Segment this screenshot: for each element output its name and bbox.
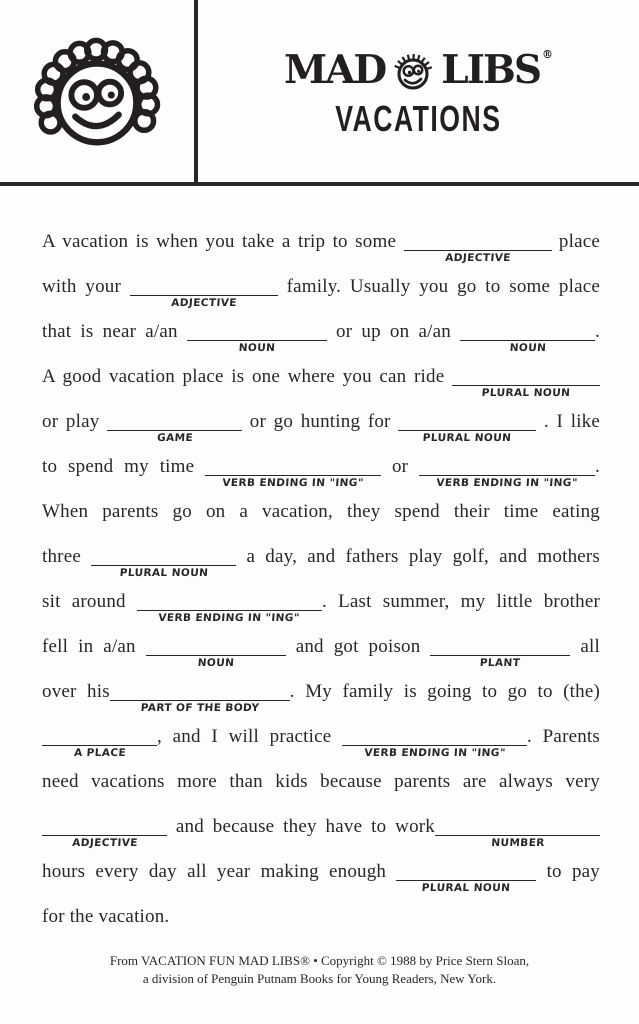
fill-in-blank-verb-ending-in-ing (419, 474, 595, 489)
story-text: or go hunting for (249, 411, 391, 432)
blank-label: PART OF THE BODY (140, 702, 260, 714)
story-text: . (595, 456, 600, 477)
story-line (42, 807, 600, 852)
fill-in-blank-plant (430, 654, 570, 669)
blank-label: PLURAL NOUN (481, 387, 571, 399)
story-text: three (42, 546, 81, 567)
header-title-block (198, 0, 639, 182)
story-text: . Parents (527, 726, 601, 747)
footer-line-2: a division of Penguin Putnam Books for Young Readers, New York. (142, 970, 497, 986)
story-line (42, 672, 600, 717)
story-text: that is near a/an (42, 321, 178, 342)
logo-cell (0, 0, 198, 182)
story-line (42, 537, 600, 582)
blank-label: VERB ENDING IN "ING" (435, 477, 579, 489)
fill-in-blank-plural-noun (396, 879, 536, 894)
story-text: . My family is going to go to (the) (289, 681, 600, 702)
story-text: all (580, 636, 600, 657)
story-text: for the vacation. (42, 906, 170, 927)
story-line (42, 897, 600, 942)
blank-label: NOUN (196, 657, 235, 669)
blank-label: A PLACE (73, 747, 126, 759)
story-text: to pay (546, 861, 601, 882)
story-text: A good vacation place is one where you can ride (42, 366, 445, 387)
story-text: to spend my time (42, 456, 195, 477)
story-text: or (391, 456, 409, 477)
fill-in-blank-adjective (404, 249, 552, 264)
story-text: sit around (42, 591, 126, 612)
blank-label: GAME (156, 432, 193, 444)
story-line (42, 222, 600, 267)
blank-label: ADJECTIVE (71, 837, 138, 849)
fill-in-blank-number (435, 834, 600, 849)
fill-in-blank-noun (146, 654, 286, 669)
story-line (42, 627, 600, 672)
blank-label: NOUN (238, 342, 276, 354)
story-line (42, 312, 600, 357)
fill-in-blank-adjective (130, 294, 278, 309)
story-text: . I like (543, 411, 601, 432)
brand-mad: MAD (283, 46, 386, 93)
blank-label: ADJECTIVE (170, 297, 238, 309)
fill-in-blank-noun (187, 339, 327, 354)
fill-in-blank-verb-ending-in-ing (342, 744, 527, 759)
footer-line-1: From VACATION FUN MAD LIBS® • Copyright © 1988 by Price Stern Sloan, (109, 953, 530, 968)
story-text: with your (42, 276, 121, 297)
story-text: and got poison (295, 636, 421, 657)
curly-face-icon (32, 30, 162, 164)
story-line (42, 717, 600, 762)
registered-mark: ® (542, 48, 554, 61)
blank-label: NUMBER (490, 837, 545, 849)
fill-in-blank-verb-ending-in-ing (137, 609, 322, 624)
blank-label: PLURAL NOUN (422, 432, 512, 444)
blank-label: VERB ENDING IN "ING" (158, 612, 301, 624)
story-text: place (558, 231, 600, 252)
fill-in-blank-noun (460, 339, 595, 354)
story-text: When parents go on a vacation, they spend their time eating (42, 501, 600, 522)
blank-label: NOUN (508, 342, 547, 354)
fill-in-blank-plural-noun (398, 429, 536, 444)
story-text: family. Usually you go to some place (286, 276, 601, 297)
story-text: over his (42, 681, 110, 702)
story-text: A vacation is when you take a trip to some (42, 231, 397, 252)
story (0, 186, 639, 942)
story-line (42, 762, 600, 807)
fill-in-blank-game (107, 429, 242, 444)
fill-in-blank-plural-noun (91, 564, 236, 579)
page-header (0, 0, 639, 186)
footer (0, 952, 639, 987)
story-text: or play (42, 411, 100, 432)
story-line (42, 582, 600, 627)
story-text: and because they have to work (175, 816, 435, 837)
madlibs-face-icon (390, 47, 436, 93)
story-text: fell in a/an (42, 636, 136, 657)
story-line (42, 447, 600, 492)
story-text: . (595, 321, 600, 342)
fill-in-blank-verb-ending-in-ing (205, 474, 381, 489)
story-text: a day, and fathers play golf, and mothers (246, 546, 601, 567)
fill-in-blank-adjective (42, 834, 167, 849)
blank-label: PLANT (479, 657, 522, 669)
story-text: , and I will practice (157, 726, 332, 747)
blank-label: PLURAL NOUN (421, 882, 512, 894)
story-line (42, 492, 600, 537)
story-line (42, 267, 600, 312)
blank-label: VERB ENDING IN "ING" (222, 477, 365, 489)
story-text: hours every day all year making enough (42, 861, 387, 882)
story-line (42, 402, 600, 447)
blank-label: PLURAL NOUN (119, 567, 209, 579)
story-text: need vacations more than kids because parents are always very (42, 771, 600, 792)
blank-label: VERB ENDING IN "ING" (363, 747, 506, 759)
blank-label: ADJECTIVE (444, 252, 511, 264)
story-text: or up on a/an (336, 321, 451, 342)
story-text: . Last summer, my little brother (321, 591, 600, 612)
madlibs-logo (284, 47, 553, 93)
fill-in-blank-plural-noun (452, 384, 600, 399)
page-title: VACATIONS (335, 98, 502, 139)
story-line (42, 357, 600, 402)
brand-libs: LIBS (441, 46, 541, 93)
fill-in-blank-part-of-the-body (110, 699, 290, 714)
story-line (42, 852, 600, 897)
fill-in-blank-a-place (42, 744, 157, 759)
